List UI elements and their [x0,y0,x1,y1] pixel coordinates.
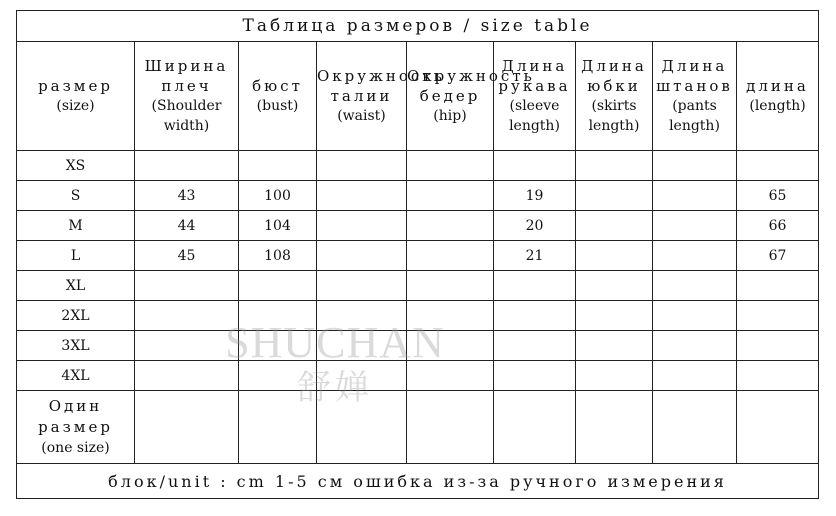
cell-hip [407,151,494,181]
one-size-label-ru: Один размер [38,396,113,436]
cell-sleeve: 20 [494,211,576,241]
cell-shoulder [135,331,239,361]
cell-sleeve [494,151,576,181]
cell-length [737,151,819,181]
cell-bust [239,331,317,361]
size-label: M [17,211,135,241]
cell-bust [239,271,317,301]
cell-empty [653,391,737,464]
cell-waist [317,331,407,361]
cell-skirt [576,181,653,211]
cell-sleeve [494,301,576,331]
column-header-ru: Длина рукава [498,57,571,95]
cell-hip [407,331,494,361]
size-label: 3XL [17,331,135,361]
cell-sleeve [494,331,576,361]
size-label: S [17,181,135,211]
column-header [653,42,737,151]
table-body [17,151,819,391]
cell-waist [317,301,407,331]
column-header-ru: бюст [252,77,303,95]
cell-pants [653,181,737,211]
cell-pants [653,331,737,361]
cell-hip [407,241,494,271]
cell-length: 65 [737,181,819,211]
cell-empty [135,391,239,464]
cell-length [737,361,819,391]
cell-hip [407,211,494,241]
column-header-ru: длина [746,77,809,95]
table-row [17,271,819,301]
cell-pants [653,241,737,271]
cell-empty [239,391,317,464]
unit-note: блок/unit : cm 1-5 см ошибка из-за ручного измерения [17,464,819,499]
cell-waist [317,241,407,271]
cell-sleeve [494,271,576,301]
table-row [17,361,819,391]
cell-skirt [576,271,653,301]
cell-waist [317,271,407,301]
table-row [17,151,819,181]
table-row [17,181,819,211]
one-size-label [17,391,135,464]
size-table [16,10,819,499]
cell-pants [653,301,737,331]
cell-skirt [576,211,653,241]
column-header [135,42,239,151]
cell-skirt [576,331,653,361]
cell-sleeve: 19 [494,181,576,211]
cell-skirt [576,301,653,331]
cell-hip [407,271,494,301]
table-row [17,211,819,241]
cell-bust: 100 [239,181,317,211]
cell-pants [653,271,737,301]
column-header [239,42,317,151]
column-header-ru: Длина штанов [656,57,733,95]
cell-empty [317,391,407,464]
cell-waist [317,211,407,241]
watermark-cjk: 舒婵 [297,370,373,407]
cell-sleeve: 21 [494,241,576,271]
cell-length [737,271,819,301]
column-header-en: (bust) [256,98,299,114]
column-header-en: (skirts length) [588,98,640,134]
cell-shoulder: 45 [135,241,239,271]
cell-length [737,331,819,361]
one-size-row [17,391,819,464]
cell-shoulder: 43 [135,181,239,211]
cell-bust [239,301,317,331]
size-label: 2XL [17,301,135,331]
cell-bust: 104 [239,211,317,241]
size-label: XS [17,151,135,181]
column-header [576,42,653,151]
cell-bust: 108 [239,241,317,271]
cell-empty [737,391,819,464]
table-row [17,301,819,331]
column-header [494,42,576,151]
cell-shoulder [135,361,239,391]
cell-pants [653,361,737,391]
size-chart [16,10,818,504]
cell-hip [407,301,494,331]
column-header-ru: Окружность талии [317,67,445,105]
size-label: 4XL [17,361,135,391]
cell-length [737,301,819,331]
cell-skirt [576,241,653,271]
cell-shoulder [135,151,239,181]
cell-waist [317,361,407,391]
cell-pants [653,211,737,241]
cell-pants [653,151,737,181]
cell-empty [576,391,653,464]
header-row [17,42,819,151]
cell-sleeve [494,361,576,391]
column-header [317,42,445,151]
watermark-latin: SHUCHAN [225,318,445,367]
size-label: XL [17,271,135,301]
column-header-ru: размер [38,77,113,95]
column-header-en: (length) [749,98,806,114]
column-header-ru: Длина юбки [581,57,647,95]
cell-skirt [576,151,653,181]
cell-bust [239,151,317,181]
cell-waist [317,181,407,211]
table-row [17,241,819,271]
cell-waist [317,151,407,181]
column-header-ru: Ширина плеч [144,57,229,95]
cell-empty [407,391,494,464]
column-header [17,42,135,151]
cell-shoulder [135,271,239,301]
column-header-en: (sleeve length) [509,98,560,134]
cell-empty [494,391,576,464]
column-header-en: (hip) [433,108,467,124]
column-header-ru: Окружность бедер [407,67,535,105]
cell-skirt [576,361,653,391]
cell-shoulder [135,301,239,331]
column-header-en: (size) [56,98,95,114]
one-size-label-en: (one size) [41,439,110,456]
cell-length: 67 [737,241,819,271]
column-header-en: (Shoulder width) [151,98,222,134]
cell-hip [407,181,494,211]
column-header-en: (pants length) [669,98,720,134]
column-header [737,42,819,151]
table-title: Таблица размеров / size table [17,11,819,42]
size-label: L [17,241,135,271]
cell-shoulder: 44 [135,211,239,241]
cell-length: 66 [737,211,819,241]
cell-hip [407,361,494,391]
table-row [17,331,819,361]
column-header-en: (waist) [337,108,386,124]
cell-bust [239,361,317,391]
